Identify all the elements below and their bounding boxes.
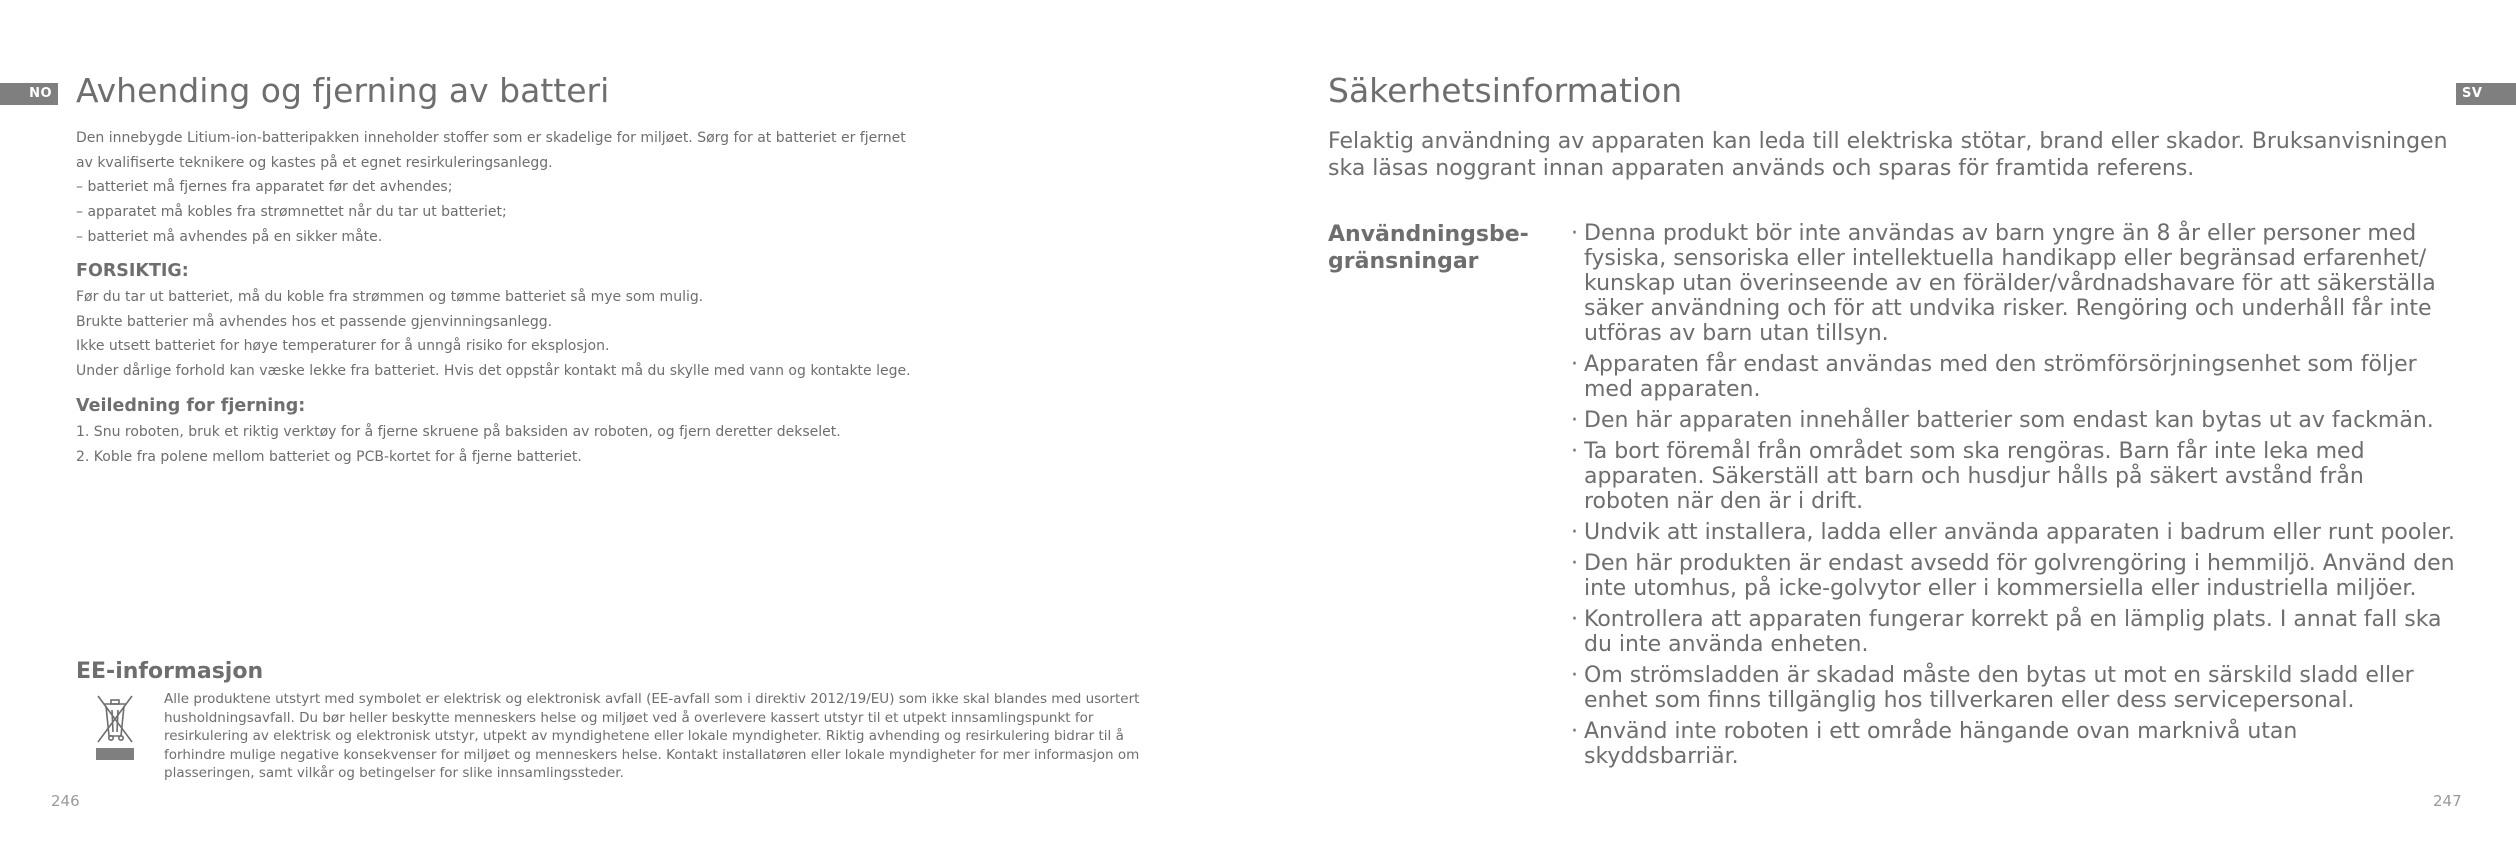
- restriction-text-line: enhet som finns tillgänglig hos tillverkaren eller dess servicepersonal.: [1584, 688, 2355, 713]
- safety-intro: [1328, 128, 2458, 182]
- restriction-item: [1571, 439, 2451, 514]
- ee-info-line: resirkulering av elektrisk og elektronisk utstyr, utpekt av myndighetene eller lokale myndigheter. Riktig avhending og resirkulering bidrar til å: [164, 728, 1124, 745]
- left-page-title: Avhending og fjerning av batteri: [76, 71, 610, 110]
- page-number-right: 247: [2433, 792, 2462, 810]
- caution-line: Brukte batterier må avhendes hos et passende gjenvinningsanlegg.: [76, 313, 553, 330]
- restriction-text-line: Om strömsladden är skadad måste den bytas ut mot en särskild sladd eller: [1584, 663, 2414, 688]
- removal-guide-section: [76, 392, 1156, 469]
- bullet-point: ·: [1571, 221, 1578, 246]
- restriction-text-line: inte utomhus, på icke-golvytor eller i kommersiella eller industriella miljöer.: [1584, 576, 2417, 601]
- restriction-text-line: Undvik att installera, ladda eller använda apparaten i badrum eller runt pooler.: [1584, 520, 2456, 545]
- caution-line: Før du tar ut batteriet, må du koble fra strømmen og tømme batteriet så mye som mulig.: [76, 289, 704, 305]
- weee-crossed-bin-icon: [90, 692, 140, 762]
- restriction-text-line: med apparaten.: [1584, 377, 1761, 402]
- bullet-point: ·: [1571, 551, 1578, 576]
- intro-line: – apparatet må kobles fra strømnettet når du tar ut batteriet;: [76, 204, 507, 221]
- page-number-left: 246: [51, 792, 80, 810]
- restriction-text-line: skyddsbarriär.: [1584, 744, 1739, 769]
- safety-intro-line: ska läsas noggrant innan apparaten används och sparas för framtida referens.: [1328, 156, 2195, 181]
- restriction-text-line: apparaten. Säkerställ att barn och husdjur hålls på säkert avstånd från: [1584, 464, 2364, 489]
- ee-info-title: EE-informasjon: [76, 659, 264, 684]
- restriction-item: [1571, 663, 2451, 713]
- restriction-item: [1571, 520, 2456, 545]
- removal-step: 2. Koble fra polene mellom batteriet og PCB-kortet for å fjerne batteriet.: [76, 448, 582, 465]
- intro-line: av kvalifiserte teknikere og kastes på et egnet resirkuleringsanlegg.: [76, 154, 553, 171]
- removal-step: 1. Snu roboten, bruk et riktig verktøy for å fjerne skruene på baksiden av roboten, og fjern deretter dekselet.: [76, 424, 841, 440]
- label-line: gränsningar: [1328, 249, 1479, 274]
- restriction-text-line: Denna produkt bör inte användas av barn yngre än 8 år eller personer med: [1584, 221, 2417, 246]
- restriction-item: [1571, 221, 2451, 346]
- intro-line: – batteriet må fjernes fra apparatet før det avhendes;: [76, 179, 453, 196]
- bullet-point: ·: [1571, 607, 1578, 632]
- ee-info-line: husholdningsavfall. Du bør heller beskytte menneskers helse og miljøet ved å overlevere kassert utstyr til et utpekt innsamlingspunkt for: [164, 709, 1094, 726]
- language-tab-sv: SV: [2456, 83, 2516, 105]
- restriction-text-line: Den här produkten är endast avsedd för golvrengöring i hemmiljö. Använd den: [1584, 551, 2455, 576]
- restriction-item: [1571, 607, 2451, 657]
- restriction-text-line: Använd inte roboten i ett område hängande ovan marknivå utan: [1584, 719, 2298, 744]
- usage-restrictions-list: [1571, 221, 2456, 775]
- caution-line: Ikke utsett batteriet for høye temperaturer for å unngå risiko for eksplosjon.: [76, 338, 610, 355]
- restriction-text-line: Den här apparaten innehåller batterier som endast kan bytas ut av fackmän.: [1584, 408, 2434, 433]
- right-page-title: Säkerhetsinformation: [1328, 71, 1683, 110]
- bullet-point: ·: [1571, 663, 1578, 688]
- label-line: Användningsbe-: [1328, 222, 1529, 247]
- ee-info-line: Alle produktene utstyrt med symbolet er elektrisk og elektronisk avfall (EE-avfall som i direktiv 2012/19/EU) som ikke skal blandes med usortert: [164, 691, 1140, 707]
- caution-section: [76, 257, 1156, 384]
- ee-info-line: plasseringen, samt vilkår og betingelser for slike innsamlingssteder.: [164, 765, 624, 782]
- restriction-item: [1571, 408, 2451, 433]
- restriction-text-line: fysiska, sensoriska eller intellektuella handikapp eller begränsad erfarenhet/: [1584, 246, 2427, 271]
- restriction-item: [1571, 352, 2451, 402]
- battery-intro: [76, 126, 1156, 249]
- caution-line: Under dårlige forhold kan væske lekke fra batteriet. Hvis det oppstår kontakt må du skylle med vann og kontakte lege.: [76, 363, 911, 380]
- restriction-text-line: kunskap utan överinseende av en förälder/vårdnadshavare för att säkerställa: [1584, 271, 2436, 296]
- language-tab-no: NO: [0, 83, 58, 105]
- restriction-text-line: Kontrollera att apparaten fungerar korrekt på en lämplig plats. I annat fall ska: [1584, 607, 2442, 632]
- restriction-text-line: roboten när den är i drift.: [1584, 489, 1864, 514]
- restriction-item: [1571, 719, 2451, 769]
- usage-restrictions-label: [1328, 221, 1529, 275]
- caution-heading: FORSIKTIG:: [76, 261, 189, 281]
- restriction-text-line: säker användning och för att undvika risker. Rengöring och underhåll får inte: [1584, 296, 2432, 321]
- restriction-text-line: Apparaten får endast användas med den strömförsörjningsenhet som följer: [1584, 352, 2417, 377]
- bullet-point: ·: [1571, 719, 1578, 744]
- safety-intro-line: Felaktig användning av apparaten kan leda till elektriska stötar, brand eller skador. Bruksanvisningen: [1328, 129, 2448, 154]
- removal-guide-heading: Veiledning for fjerning:: [76, 396, 306, 416]
- restriction-item: [1571, 551, 2455, 601]
- restriction-text-line: Ta bort föremål från området som ska rengöras. Barn får inte leka med: [1584, 439, 2365, 464]
- bullet-point: ·: [1571, 439, 1578, 464]
- intro-line: Den innebygde Litium-ion-batteripakken inneholder stoffer som er skadelige for miljøet. Sørg for at batteriet er fjernet: [76, 130, 906, 146]
- restriction-text-line: utföras av barn utan tillsyn.: [1584, 321, 1889, 346]
- ee-info-line: forhindre mulige negative konsekvenser for miljøet og menneskers helse. Kontakt installatøren eller lokale myndigheter for mer informasjon om: [164, 746, 1140, 763]
- restriction-text-line: du inte använda enheten.: [1584, 632, 1869, 657]
- bullet-point: ·: [1571, 520, 1578, 545]
- intro-line: – batteriet må avhendes på en sikker måte.: [76, 228, 383, 245]
- bullet-point: ·: [1571, 408, 1578, 433]
- ee-info-text: [164, 690, 1174, 783]
- bullet-point: ·: [1571, 352, 1578, 377]
